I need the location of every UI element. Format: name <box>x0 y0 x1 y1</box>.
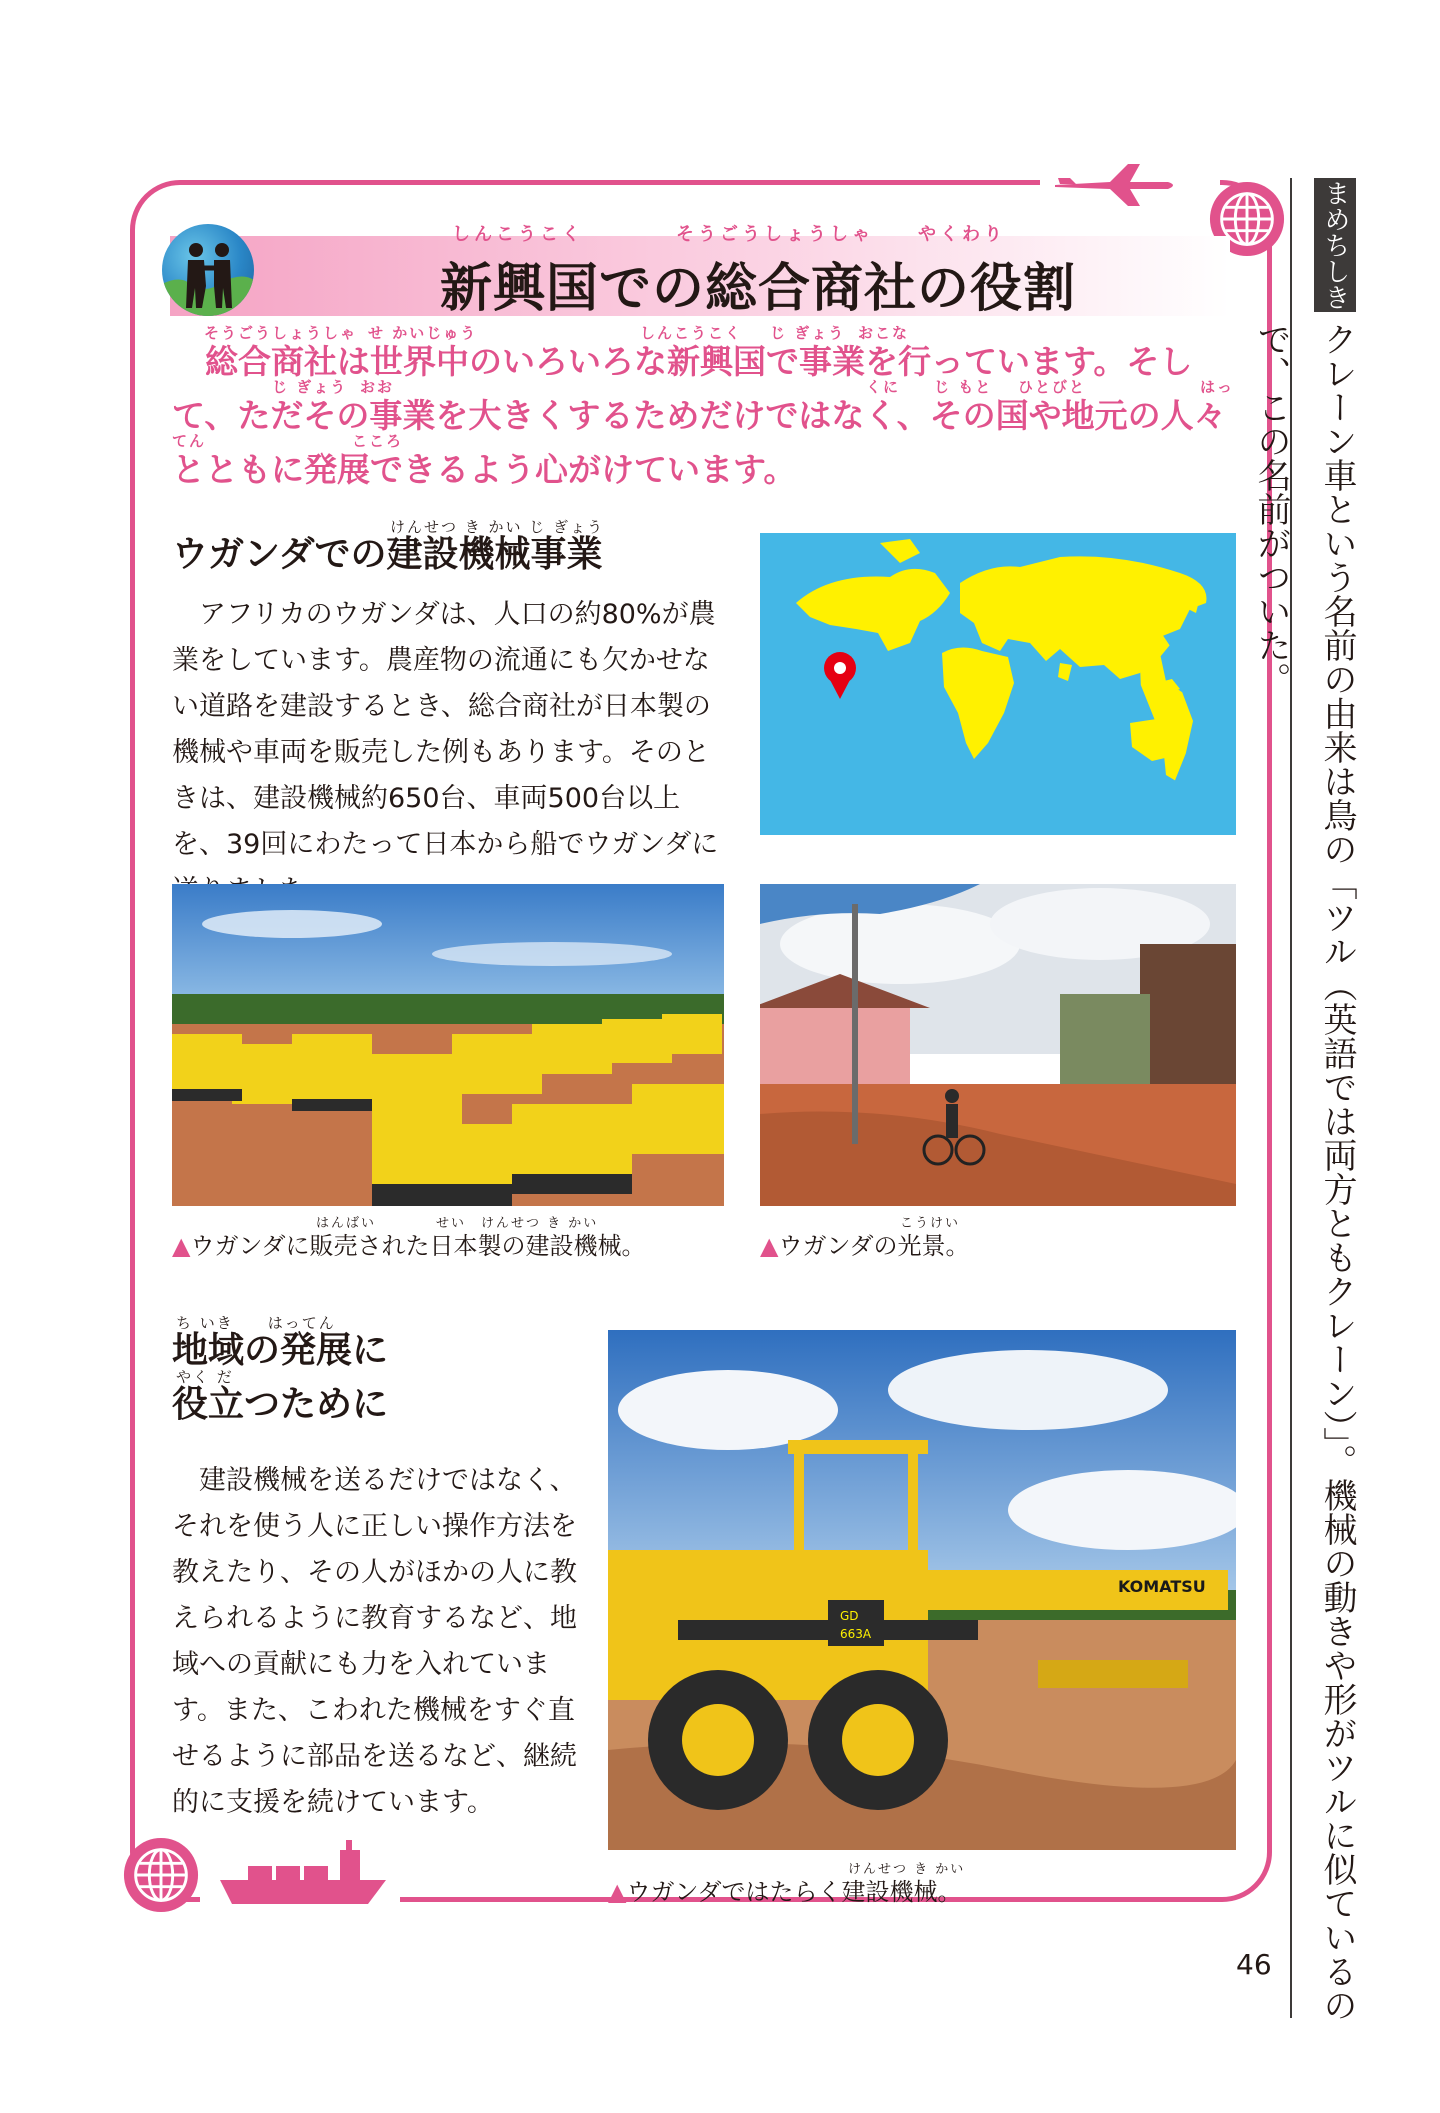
lead-ruby: しんこうこく <box>640 324 743 342</box>
airplane-icon <box>1050 160 1180 210</box>
page-title: 新興国での総合商社の役割 <box>440 259 1077 319</box>
section1-body: アフリカのウガンダは、人口の約80%が農業をしています。農産物の流通にも欠かせない道路を建設するとき、総合商社が日本製の機械や車両を販売した例もあります。そのときは、建設機械約650台、車両500台以上を、39回にわたって日本から船でウガンダに <box>172 599 719 860</box>
section2-heading-line1: 地域の発展に <box>172 1330 389 1371</box>
machine-model-number: 663A <box>840 1627 872 1641</box>
lead-ruby: こころ <box>352 432 404 450</box>
world-map <box>760 533 1236 835</box>
lead-ruby: おお <box>360 378 395 396</box>
machine-model-label: GD <box>840 1609 859 1623</box>
caption-marker-icon: ▲ <box>172 1232 191 1260</box>
caption-text: ウガンダの光景。 <box>778 1232 970 1260</box>
photo-motor-grader <box>608 1330 1236 1850</box>
photo-bulldozers <box>172 884 724 1206</box>
machine-brand-label: KOMATSU <box>1118 1577 1206 1596</box>
section1-heading-ruby: けんせつ き かい じ ぎょう <box>390 518 605 536</box>
section2-heading-ruby: ち いき はってん <box>176 1314 336 1332</box>
lead-ruby: じ ぎょう <box>770 324 846 342</box>
caption-bulldozers <box>172 1226 646 1261</box>
caption-street <box>760 1226 970 1261</box>
lead-paragraph: 総合商社は世界中のいろいろな新興国で事業を行っています。そして、ただその事業を大きくするためだけではなく、その国や地元の人々とともに発展できるよう心がけています。 <box>172 342 1227 489</box>
caption-marker-icon: ▲ <box>608 1878 627 1906</box>
lead-ruby: くに <box>866 378 901 396</box>
sidebar-label: まめちしき <box>1314 178 1356 312</box>
lead-ruby: せ かいじゅう <box>368 324 478 342</box>
globe-icon <box>122 1836 200 1914</box>
section2-body: 建設機械を送るだけではなく、それを使う人に正しい操作方法を教えたり、その人がほかの人に教えられるように教育するなど、地域への貢献にも力を入れています。また、こわれた機械をすぐ直せるように部品を送るなど、継続的に支援を続けています。 <box>172 1465 577 1818</box>
photo-street <box>760 884 1236 1206</box>
title-ruby-3: やくわり <box>918 224 1006 245</box>
title-ruby-1: しんこうこく <box>452 224 584 245</box>
page-number: 46 <box>1236 1948 1272 1981</box>
lead-ruby: じ もと <box>934 378 993 396</box>
title-ruby-2: そうごうしょうしゃ <box>676 224 874 245</box>
lead-ruby: ひとびと <box>1018 378 1087 396</box>
section1-heading: ウガンダでの建設機械事業 <box>172 534 603 575</box>
caption-motor-grader <box>608 1872 962 1907</box>
caption-text: ウガンダに販売された日本製の建設機械。 <box>190 1232 646 1260</box>
cargo-ship-icon <box>218 1838 388 1908</box>
section2-heading-line2: 役立つために <box>172 1384 389 1425</box>
caption3-ruby: けんせつ き かい <box>848 1862 966 1877</box>
lead-ruby: じ ぎょう <box>272 378 348 396</box>
caption1-ruby: はんばい せい けんせつ き かい <box>316 1216 599 1231</box>
caption-marker-icon: ▲ <box>760 1232 779 1260</box>
caption-text: ウガンダではたらく建設機械。 <box>626 1878 962 1906</box>
lead-ruby: はっ <box>1200 378 1235 396</box>
lead-ruby: そうごうしょうしゃ <box>204 324 358 342</box>
lead-ruby: おこな <box>858 324 910 342</box>
handshake-globe-icon <box>162 224 254 316</box>
sidebar-trivia-text: クレーン車という名前の由来は鳥の「ツル（英語では両方ともクレーン）」。機械の動きや形がツルに似ているので、この名前がついた。 <box>1251 322 1357 2022</box>
section2-heading-ruby: やく だ <box>176 1368 234 1386</box>
lead-ruby: てん <box>172 432 207 450</box>
caption2-ruby: こうけい <box>900 1216 961 1231</box>
